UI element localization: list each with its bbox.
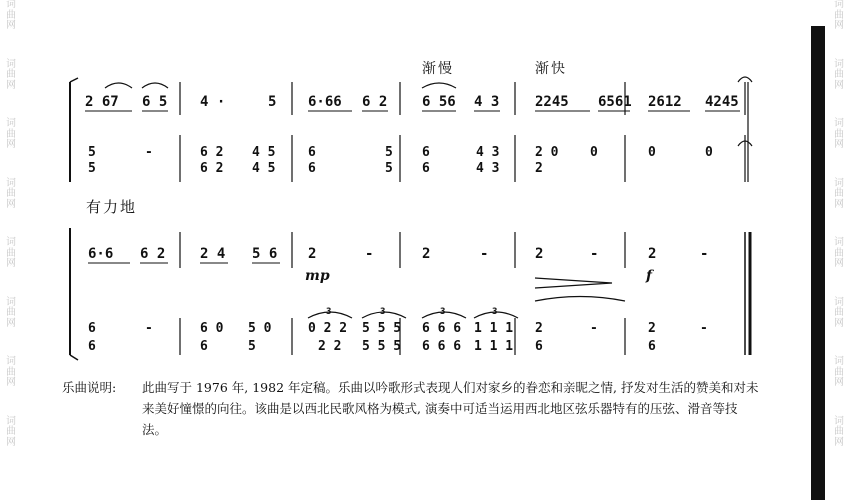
- melody-note: 4 ·: [200, 94, 226, 110]
- tempo-faster-mark: 渐快: [535, 61, 567, 77]
- watermark-char: 网: [834, 198, 844, 210]
- triplet-number: 3: [440, 307, 446, 317]
- triplet-number: 3: [492, 307, 498, 317]
- watermark-char: 词: [834, 177, 844, 189]
- accomp-note-top: 0: [705, 145, 713, 160]
- accomp-note-bottom: 6 2: [200, 161, 224, 176]
- accomp-note-top: 0: [590, 145, 598, 160]
- melody-note: 5: [268, 94, 277, 110]
- crescendo-hairpin: [535, 278, 612, 288]
- watermark-char: 曲: [6, 9, 16, 21]
- watermark-char: 网: [834, 258, 844, 269]
- triplet-number: 3: [380, 307, 386, 317]
- melody-note: 6 56: [422, 94, 456, 110]
- accomp-note-bottom: 6: [88, 339, 96, 354]
- watermark-char: 曲: [6, 69, 16, 80]
- watermark-char: 词: [834, 58, 844, 70]
- watermark-char: 词: [834, 118, 844, 129]
- melody-note: 6 2: [140, 246, 166, 262]
- melody-note: -: [480, 246, 489, 262]
- melody-note: -: [590, 246, 599, 262]
- slur: [142, 83, 168, 88]
- watermark-char: 网: [6, 20, 16, 31]
- accomp-note-top: 6 0: [200, 321, 224, 336]
- watermark-char: 曲: [6, 247, 16, 259]
- melody-note: 6·6: [88, 246, 114, 262]
- triplet-number: 3: [326, 307, 332, 317]
- dynamic-f: f: [646, 268, 653, 284]
- watermark-char: 词: [834, 356, 844, 367]
- watermark-char: 网: [834, 436, 844, 448]
- slur: [422, 83, 456, 88]
- accomp-note-bottom: 5: [248, 339, 256, 354]
- watermark-char: 曲: [834, 188, 844, 199]
- melody-note: 2: [648, 246, 657, 262]
- accomp-note-top: 6: [422, 145, 430, 160]
- melody-note: -: [700, 246, 709, 262]
- watermark-char: 曲: [6, 128, 16, 140]
- watermark-char: 词: [834, 296, 844, 308]
- melody-note: 2: [422, 246, 431, 262]
- accomp-note-bottom: 4 5: [252, 161, 276, 176]
- watermark-char: 曲: [6, 366, 16, 378]
- watermark-char: 曲: [834, 366, 844, 378]
- melody-note: 5 6: [252, 246, 278, 262]
- watermark-char: 网: [6, 79, 16, 91]
- watermark-char: 词: [6, 58, 16, 70]
- watermark-char: 曲: [6, 188, 16, 199]
- accomp-note-top: -: [590, 321, 598, 336]
- watermark-char: 曲: [6, 307, 16, 318]
- accomp-note-top: -: [145, 321, 153, 336]
- watermark-char: 词: [6, 0, 16, 10]
- accomp-note-top: 6: [308, 145, 316, 160]
- accomp-note-bottom: 2 2: [318, 339, 342, 354]
- melody-note: 4245: [705, 94, 739, 110]
- accomp-note-top: 6 6 6: [422, 321, 462, 336]
- watermark-char: 曲: [834, 69, 844, 80]
- melody-note: 6·66: [308, 94, 342, 110]
- bracket-hook: [70, 78, 78, 82]
- explanation-text: 此曲写于 1976 年, 1982 年定稿。乐曲以吟歌形式表现人们对家乡的眷恋和亲昵之情, 抒发对生活的赞美和对未来美好憧憬的向往。该曲是以西北民歌风格为模式, 演奏中可适当运用西北地区弦乐器特有的压弦、滑音等技法。: [142, 380, 759, 437]
- slur: [105, 83, 132, 88]
- watermark-char: 网: [6, 139, 16, 150]
- melody-note: 2: [535, 246, 544, 262]
- watermark-char: 词: [6, 296, 16, 308]
- accomp-note-bottom: 6 6 6: [422, 339, 462, 354]
- accomp-note-top: 4 3: [476, 145, 500, 160]
- melody-note: 2 67: [85, 94, 119, 110]
- accomp-note-top: 5 0: [248, 321, 272, 336]
- music-explanation: [62, 377, 762, 440]
- melody-note: 2 4: [200, 246, 226, 262]
- melody-note: 2: [308, 246, 317, 262]
- accomp-note-top: -: [145, 145, 153, 160]
- accomp-note-bottom: 2: [535, 161, 543, 176]
- accomp-note-top: 6: [88, 321, 96, 336]
- watermark-char: 网: [6, 198, 16, 210]
- accomp-note-top: 0 2 2: [308, 321, 348, 336]
- watermark-char: 网: [6, 258, 16, 269]
- performance-direction: 有力地: [86, 198, 138, 216]
- accomp-note-bottom: 5: [88, 161, 96, 176]
- accomp-note-top: 5: [385, 145, 393, 160]
- accomp-note-top: 5: [88, 145, 96, 160]
- accomp-note-top: 0: [648, 145, 656, 160]
- dynamic-mp: mp: [305, 268, 330, 284]
- watermark-char: 网: [834, 317, 844, 329]
- watermark-char: 词: [834, 237, 844, 248]
- melody-note: 2612: [648, 94, 682, 110]
- accomp-note-bottom: 6: [535, 339, 543, 354]
- watermark-char: 词: [6, 356, 16, 367]
- watermark-char: 曲: [834, 9, 844, 21]
- watermark-char: 网: [834, 20, 844, 31]
- accomp-note-top: 1 1 1: [474, 321, 514, 336]
- melody-note: 6 5: [142, 94, 168, 110]
- accomp-note-bottom: 1 1 1: [474, 339, 514, 354]
- watermark-char: 词: [6, 118, 16, 129]
- accomp-note-bottom: 6: [200, 339, 208, 354]
- accomp-note-bottom: 5: [385, 161, 393, 176]
- accomp-note-bottom: 6: [422, 161, 430, 176]
- watermark-char: 曲: [834, 307, 844, 318]
- watermark-char: 网: [6, 436, 16, 448]
- accomp-note-top: 5 5 5: [362, 321, 402, 336]
- watermark-char: 词: [834, 0, 844, 10]
- bracket-hook: [70, 355, 78, 360]
- melody-note: -: [365, 246, 374, 262]
- watermark-char: 曲: [834, 247, 844, 259]
- watermark-char: 曲: [834, 128, 844, 140]
- accomp-note-top: 2: [535, 321, 543, 336]
- accomp-note-top: 2 0: [535, 145, 559, 160]
- accomp-note-bottom: 6: [648, 339, 656, 354]
- fermata: [738, 77, 752, 82]
- watermark-char: 词: [6, 415, 16, 427]
- accomp-note-top: -: [700, 321, 708, 336]
- watermark-char: 曲: [834, 426, 844, 437]
- melody-note: 4 3: [474, 94, 500, 110]
- accomp-note-top: 2: [648, 321, 656, 336]
- watermark-char: 网: [6, 317, 16, 329]
- watermark-char: 词: [6, 177, 16, 189]
- watermark-char: 网: [834, 377, 844, 388]
- watermark-char: 词: [834, 415, 844, 427]
- tempo-slower-mark: 渐慢: [422, 61, 454, 77]
- accomp-note-bottom: 4 3: [476, 161, 500, 176]
- accomp-note-top: 4 5: [252, 145, 276, 160]
- watermark-char: 网: [834, 79, 844, 91]
- watermark-char: 曲: [6, 426, 16, 437]
- watermark-char: 网: [834, 139, 844, 150]
- accomp-note-top: 6 2: [200, 145, 224, 160]
- melody-note: 6 2: [362, 94, 388, 110]
- tie: [535, 297, 625, 302]
- accomp-note-bottom: 6: [308, 161, 316, 176]
- accomp-note-bottom: 5 5 5: [362, 339, 402, 354]
- melody-note: 2245: [535, 94, 569, 110]
- watermark-char: 词: [6, 237, 16, 248]
- melody-note: 6561: [598, 94, 632, 110]
- watermark-char: 网: [6, 377, 16, 388]
- explanation-label: 乐曲说明:: [62, 380, 117, 395]
